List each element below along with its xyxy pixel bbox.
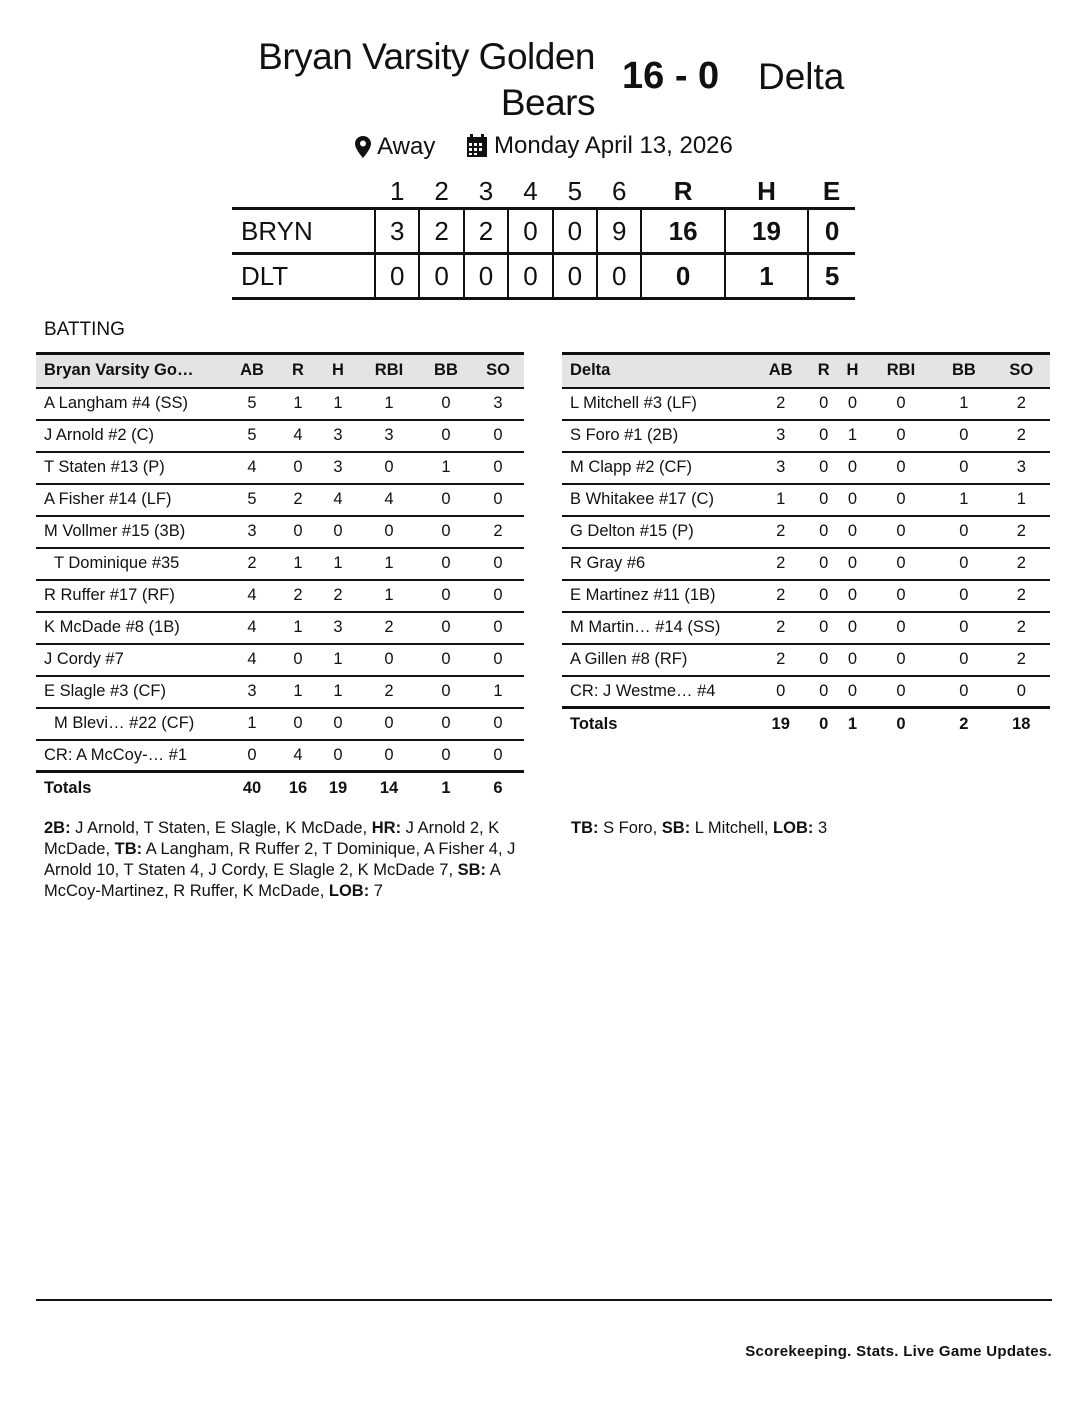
stat-cell: 1 (358, 548, 420, 580)
stat-cell: 1 (752, 484, 809, 516)
team-abbr: DLT (241, 260, 289, 291)
line-score-cell: 9 (597, 209, 641, 254)
stat-cell: 2 (278, 484, 318, 516)
stat-cell: 0 (472, 484, 524, 516)
column-header: H (838, 354, 867, 388)
stat-cell: 0 (935, 612, 992, 644)
stat-cell: 1 (420, 452, 472, 484)
stat-cell: 1 (278, 548, 318, 580)
player-name: A Fisher #14 (LF) (36, 484, 226, 516)
stat-cell: 0 (472, 548, 524, 580)
table-row (36, 452, 524, 484)
stat-cell: 0 (420, 548, 472, 580)
table-row (36, 708, 524, 740)
note-text: J Arnold, T Staten, E Slagle, K McDade, (70, 819, 372, 837)
line-score-cell: 0 (641, 254, 724, 299)
stat-cell: 0 (752, 676, 809, 708)
column-header: Delta (562, 354, 752, 388)
table-row (562, 612, 1050, 644)
stat-cell: 0 (935, 516, 992, 548)
column-header: BB (420, 354, 472, 388)
home-batting-notes (44, 818, 524, 902)
stat-cell: 0 (420, 644, 472, 676)
table-row (562, 452, 1050, 484)
stat-cell: 0 (472, 452, 524, 484)
total-cell: 19 (318, 772, 358, 804)
stat-cell: 0 (420, 708, 472, 740)
table-row (562, 644, 1050, 676)
stat-cell: 3 (752, 420, 809, 452)
stat-cell: 4 (318, 484, 358, 516)
stat-cell: 0 (809, 676, 838, 708)
stat-cell: 0 (867, 452, 935, 484)
total-cell: 16 (278, 772, 318, 804)
line-score-header: 2 (434, 176, 449, 206)
line-score-header: R (673, 176, 693, 206)
stat-cell: 0 (318, 516, 358, 548)
player-name: M Blevi… #22 (CF) (36, 708, 226, 740)
column-header: AB (752, 354, 809, 388)
stat-cell: 0 (809, 644, 838, 676)
player-name: K McDade #8 (1B) (36, 612, 226, 644)
stat-cell: 4 (358, 484, 420, 516)
stat-cell: 0 (472, 644, 524, 676)
note-text: A Langham, R Ruffer 2, T Dominique, A Fisher 4, J Arnold 10, T Staten 4, J Cordy, E Slagle 2, K McDade 7, (44, 840, 516, 879)
line-score-cell: 0 (375, 254, 419, 299)
player-name: M Clapp #2 (CF) (562, 452, 752, 484)
stat-cell: 0 (420, 484, 472, 516)
stat-cell: 0 (809, 548, 838, 580)
stat-cell: 1 (318, 676, 358, 708)
total-cell: 2 (935, 708, 992, 740)
stat-cell: 2 (993, 612, 1050, 644)
stat-cell: 0 (420, 612, 472, 644)
stat-cell: 3 (318, 612, 358, 644)
stat-cell: 0 (278, 452, 318, 484)
player-name: E Martinez #11 (1B) (562, 580, 752, 612)
player-name: L Mitchell #3 (LF) (562, 388, 752, 420)
stat-cell: 2 (752, 612, 809, 644)
stat-cell: 4 (278, 740, 318, 772)
stat-cell: 1 (278, 612, 318, 644)
stat-cell: 0 (867, 420, 935, 452)
stat-cell: 0 (420, 516, 472, 548)
stat-cell: 0 (838, 516, 867, 548)
stat-cell: 0 (358, 452, 420, 484)
stat-cell: 0 (838, 388, 867, 420)
line-score-cell: 5 (808, 254, 855, 299)
stat-cell: 5 (226, 484, 278, 516)
table-row (36, 548, 524, 580)
player-name: T Staten #13 (P) (36, 452, 226, 484)
location: Away (377, 133, 436, 160)
stat-cell: 0 (867, 484, 935, 516)
stat-cell: 1 (472, 676, 524, 708)
table-header-row (562, 354, 1050, 388)
stat-cell: 0 (838, 548, 867, 580)
stat-cell: 3 (318, 452, 358, 484)
stat-cell: 0 (278, 644, 318, 676)
stat-cell: 0 (935, 420, 992, 452)
stat-cell: 2 (993, 548, 1050, 580)
player-name: T Dominique #35 (36, 548, 226, 580)
player-name: J Arnold #2 (C) (36, 420, 226, 452)
stat-cell: 4 (226, 580, 278, 612)
note-label: HR: (371, 819, 402, 837)
stat-cell: 0 (935, 580, 992, 612)
footer-tagline: Scorekeeping. Stats. Live Game Updates. (745, 1343, 1052, 1360)
stat-cell: 0 (838, 580, 867, 612)
stat-cell: 2 (993, 516, 1050, 548)
line-score-cell: 3 (375, 209, 419, 254)
table-row (36, 580, 524, 612)
column-header: R (809, 354, 838, 388)
note-label: 2B: (44, 819, 71, 837)
stat-cell: 1 (226, 708, 278, 740)
totals-label: Totals (562, 708, 752, 740)
stat-cell: 0 (935, 644, 992, 676)
stat-cell: 2 (358, 612, 420, 644)
line-score-header (232, 176, 375, 209)
player-name: E Slagle #3 (CF) (36, 676, 226, 708)
line-score-table (232, 176, 855, 300)
stat-cell: 0 (472, 612, 524, 644)
stat-cell: 4 (226, 452, 278, 484)
line-score-cell: 0 (508, 209, 552, 254)
stat-cell: 3 (226, 676, 278, 708)
stat-cell: 2 (993, 420, 1050, 452)
line-score-cell: 0 (553, 209, 597, 254)
table-row (36, 676, 524, 708)
stat-cell: 3 (226, 516, 278, 548)
stat-cell: 1 (935, 484, 992, 516)
note-text: A McCoy-Martinez, R Ruffer, K McDade, (44, 861, 500, 900)
away-team-name: Delta (758, 56, 845, 97)
total-cell: 1 (420, 772, 472, 804)
note-text: 3 (813, 819, 828, 837)
line-score-row (232, 254, 855, 299)
map-pin-icon (355, 136, 371, 158)
stat-cell: 3 (358, 420, 420, 452)
line-score-cell: 0 (464, 254, 508, 299)
total-cell: 1 (838, 708, 867, 740)
home-team-name: Bryan Varsity Golden Bears (258, 36, 595, 123)
stat-cell: 2 (752, 516, 809, 548)
stat-cell: 0 (838, 676, 867, 708)
player-name: G Delton #15 (P) (562, 516, 752, 548)
stat-cell: 0 (226, 740, 278, 772)
line-score-cell: 2 (464, 209, 508, 254)
stat-cell: 0 (420, 388, 472, 420)
stat-cell: 2 (358, 676, 420, 708)
total-cell: 0 (867, 708, 935, 740)
stat-cell: 0 (318, 708, 358, 740)
line-score-header: 6 (612, 176, 627, 206)
totals-row (36, 772, 524, 804)
stat-cell: 0 (358, 516, 420, 548)
stat-cell: 0 (420, 420, 472, 452)
stat-cell: 0 (809, 420, 838, 452)
stat-cell: 0 (318, 740, 358, 772)
line-score-cell: 0 (508, 254, 552, 299)
line-score-cell: 2 (419, 209, 463, 254)
note-label: SB: (457, 861, 487, 879)
home-batting-table (36, 352, 524, 804)
team-abbr: BRYN (241, 215, 313, 246)
stat-cell: 0 (472, 580, 524, 612)
line-score-header: 5 (567, 176, 583, 206)
note-label: LOB: (773, 819, 814, 837)
column-header: SO (993, 354, 1050, 388)
totals-label: Totals (36, 772, 226, 804)
player-name: R Ruffer #17 (RF) (36, 580, 226, 612)
final-score: 16 - 0 (622, 55, 720, 97)
stat-cell: 0 (278, 708, 318, 740)
note-label: LOB: (328, 882, 370, 900)
stat-cell: 0 (935, 676, 992, 708)
player-name: B Whitakee #17 (C) (562, 484, 752, 516)
away-batting-notes (571, 818, 1051, 839)
stat-cell: 2 (278, 580, 318, 612)
stat-cell: 0 (472, 708, 524, 740)
line-score-cell: 0 (808, 209, 855, 254)
line-score-cell: 16 (641, 209, 724, 254)
stat-cell: 3 (752, 452, 809, 484)
line-score-row (232, 209, 855, 254)
stat-cell: 2 (752, 548, 809, 580)
table-row (562, 676, 1050, 708)
total-cell: 0 (809, 708, 838, 740)
note-text: 7 (369, 882, 383, 900)
stat-cell: 0 (809, 388, 838, 420)
player-name: M Vollmer #15 (3B) (36, 516, 226, 548)
line-score-cell: 1 (725, 254, 808, 299)
stat-cell: 0 (358, 644, 420, 676)
column-header: Bryan Varsity Go… (36, 354, 226, 388)
stat-cell: 0 (358, 708, 420, 740)
note-text: S Foro, (598, 819, 662, 837)
stat-cell: 3 (993, 452, 1050, 484)
note-label: SB: (661, 819, 691, 837)
stat-cell: 0 (838, 612, 867, 644)
player-name: R Gray #6 (562, 548, 752, 580)
stat-cell: 1 (358, 388, 420, 420)
stat-cell: 3 (318, 420, 358, 452)
table-row (36, 612, 524, 644)
line-score-cell: 0 (553, 254, 597, 299)
line-score-header: 4 (523, 176, 538, 206)
stat-cell: 2 (472, 516, 524, 548)
player-name: S Foro #1 (2B) (562, 420, 752, 452)
stat-cell: 0 (867, 548, 935, 580)
stat-cell: 0 (838, 644, 867, 676)
stat-cell: 0 (420, 580, 472, 612)
away-batting-table (562, 352, 1050, 740)
stat-cell: 0 (809, 516, 838, 548)
stat-cell: 0 (472, 420, 524, 452)
total-cell: 18 (993, 708, 1050, 740)
table-row (36, 740, 524, 772)
stat-cell: 4 (278, 420, 318, 452)
stat-cell: 0 (935, 548, 992, 580)
column-header: SO (472, 354, 524, 388)
stat-cell: 0 (867, 580, 935, 612)
stat-cell: 0 (838, 452, 867, 484)
stat-cell: 0 (809, 484, 838, 516)
stat-cell: 0 (420, 740, 472, 772)
stat-cell: 0 (867, 612, 935, 644)
footer-divider (36, 1299, 1052, 1301)
table-row (562, 388, 1050, 420)
game-info (0, 132, 1088, 165)
game-date: Monday April 13, 2026 (494, 132, 733, 159)
note-label: TB: (571, 819, 599, 837)
stat-cell: 2 (752, 644, 809, 676)
totals-row (562, 708, 1050, 740)
table-row (36, 484, 524, 516)
line-score-header: E (822, 176, 841, 206)
stat-cell: 0 (935, 452, 992, 484)
stat-cell: 1 (838, 420, 867, 452)
stat-cell: 0 (867, 644, 935, 676)
table-row (562, 580, 1050, 612)
total-cell: 40 (226, 772, 278, 804)
column-header: R (278, 354, 318, 388)
column-header: BB (935, 354, 992, 388)
table-row (562, 516, 1050, 548)
stat-cell: 2 (993, 388, 1050, 420)
stat-cell: 1 (935, 388, 992, 420)
player-name: A Gillen #8 (RF) (562, 644, 752, 676)
total-cell: 19 (752, 708, 809, 740)
stat-cell: 2 (318, 580, 358, 612)
column-header: H (318, 354, 358, 388)
note-label: TB: (114, 840, 143, 858)
total-cell: 14 (358, 772, 420, 804)
stat-cell: 2 (226, 548, 278, 580)
line-score-header: 1 (389, 176, 405, 206)
stat-cell: 0 (809, 612, 838, 644)
table-row (562, 548, 1050, 580)
line-score-cell: 19 (725, 209, 808, 254)
line-score-header: 3 (478, 176, 494, 206)
stat-cell: 0 (867, 676, 935, 708)
stat-cell: 4 (226, 612, 278, 644)
stat-cell: 1 (318, 388, 358, 420)
total-cell: 6 (472, 772, 524, 804)
table-row (562, 420, 1050, 452)
stat-cell: 0 (867, 388, 935, 420)
player-name: CR: A McCoy-… #1 (36, 740, 226, 772)
line-score-cell: 0 (597, 254, 641, 299)
column-header: AB (226, 354, 278, 388)
stat-cell: 1 (318, 548, 358, 580)
table-row (36, 516, 524, 548)
batting-section-title: BATTING (44, 319, 125, 340)
table-row (36, 644, 524, 676)
note-text: L Mitchell, (690, 819, 774, 837)
table-header-row (36, 354, 524, 388)
table-row (36, 388, 524, 420)
line-score-header: H (757, 176, 776, 206)
column-header: RBI (867, 354, 935, 388)
stat-cell: 0 (809, 580, 838, 612)
calendar-icon (466, 134, 488, 158)
stat-cell: 2 (752, 580, 809, 612)
player-name: A Langham #4 (SS) (36, 388, 226, 420)
stat-cell: 4 (226, 644, 278, 676)
player-name: CR: J Westme… #4 (562, 676, 752, 708)
stat-cell: 1 (358, 580, 420, 612)
stat-cell: 0 (420, 676, 472, 708)
column-header: RBI (358, 354, 420, 388)
stat-cell: 0 (993, 676, 1050, 708)
stat-cell: 0 (278, 516, 318, 548)
player-name: J Cordy #7 (36, 644, 226, 676)
stat-cell: 1 (993, 484, 1050, 516)
stat-cell: 2 (993, 580, 1050, 612)
table-row (562, 484, 1050, 516)
stat-cell: 0 (838, 484, 867, 516)
stat-cell: 2 (993, 644, 1050, 676)
stat-cell: 0 (472, 740, 524, 772)
table-row (36, 420, 524, 452)
line-score-cell: 0 (419, 254, 463, 299)
stat-cell: 1 (278, 388, 318, 420)
stat-cell: 2 (752, 388, 809, 420)
player-name: M Martin… #14 (SS) (562, 612, 752, 644)
stat-cell: 1 (278, 676, 318, 708)
stat-cell: 0 (809, 452, 838, 484)
stat-cell: 1 (318, 644, 358, 676)
note-text: J Arnold 2, K McDade, (44, 819, 500, 858)
stat-cell: 5 (226, 420, 278, 452)
stat-cell: 5 (226, 388, 278, 420)
stat-cell: 0 (867, 516, 935, 548)
stat-cell: 0 (358, 740, 420, 772)
stat-cell: 3 (472, 388, 524, 420)
